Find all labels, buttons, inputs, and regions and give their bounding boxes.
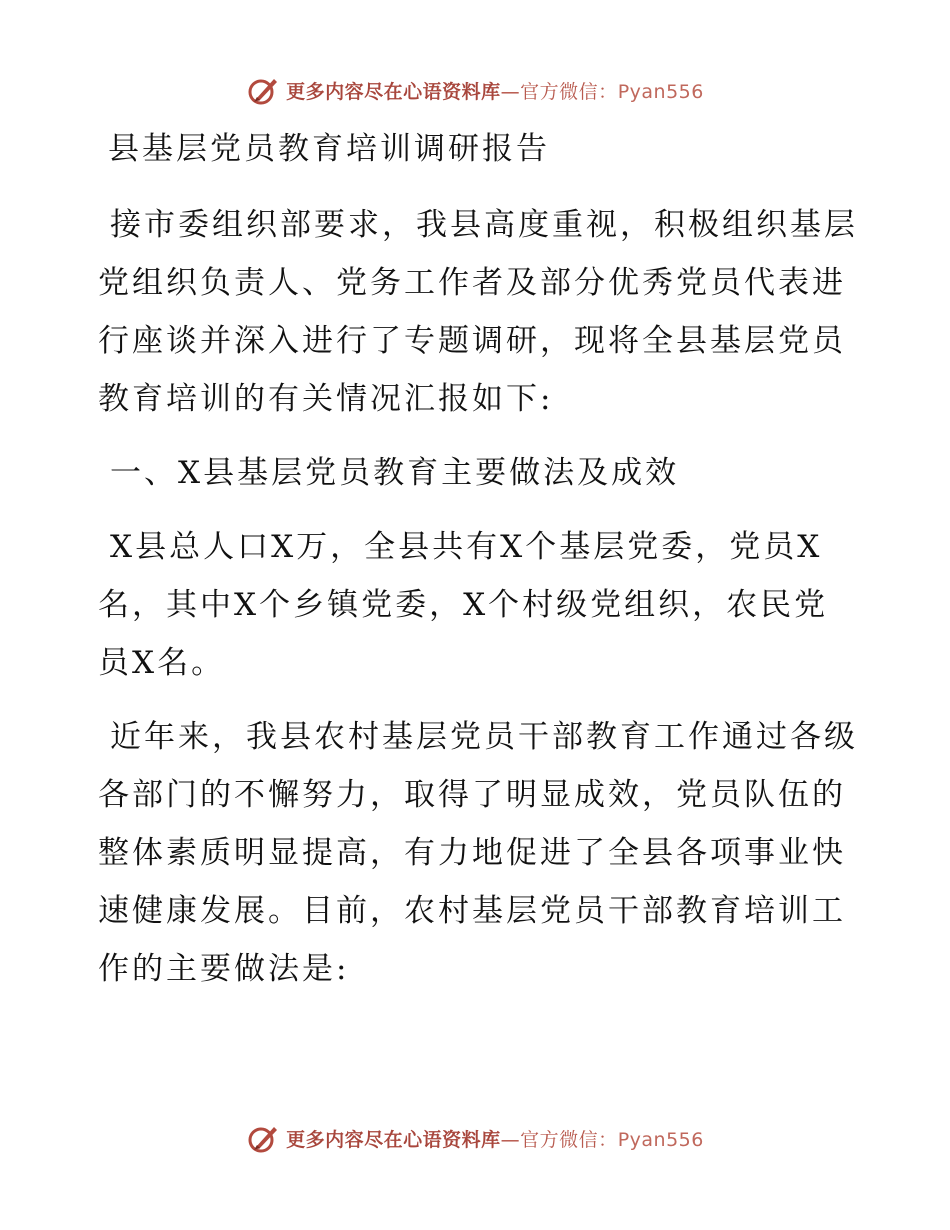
watermark-text: [286, 1125, 704, 1152]
footer-watermark: [0, 1118, 950, 1158]
watermark-wechat-id: Pyan556: [617, 80, 704, 103]
section-heading-1: 一、X县基层党员教育主要做法及成效: [110, 455, 680, 491]
header-watermark: [0, 70, 950, 110]
watermark-main: 更多内容尽在心语资料库: [286, 1128, 501, 1151]
watermark-wechat-label: 官方微信：: [520, 1128, 618, 1151]
quill-logo-icon: [246, 73, 280, 107]
paragraph-achievements: 近年来，我县农村基层党员干部教育工作通过各级各部门的不懈努力，取得了明显成效，党员队伍的整体素质明显提高，有力地促进了全县各项事业快速健康发展。目前，农村基层党员干部教育培训工作的主要做法是:: [98, 719, 858, 987]
watermark-dash: —: [500, 80, 521, 103]
document-title: 县基层党员教育培训调研报告: [108, 131, 550, 167]
watermark-wechat-id: Pyan556: [617, 1128, 704, 1151]
paragraph-overview: X县总人口X万，全县共有X个基层党委，党员X名，其中X个乡镇党委，X个村级党组织，农民党员X名。: [98, 529, 829, 681]
watermark-text: [286, 77, 704, 104]
watermark-main: 更多内容尽在心语资料库: [286, 80, 501, 103]
watermark-wechat-label: 官方微信：: [520, 80, 618, 103]
watermark-dash: —: [500, 1128, 521, 1151]
paragraph-intro: 接市委组织部要求，我县高度重视，积极组织基层党组织负责人、党务工作者及部分优秀党员代表进行座谈并深入进行了专题调研，现将全县基层党员教育培训的有关情况汇报如下:: [98, 207, 858, 417]
document-body: [98, 120, 858, 1014]
quill-logo-icon: [246, 1121, 280, 1155]
